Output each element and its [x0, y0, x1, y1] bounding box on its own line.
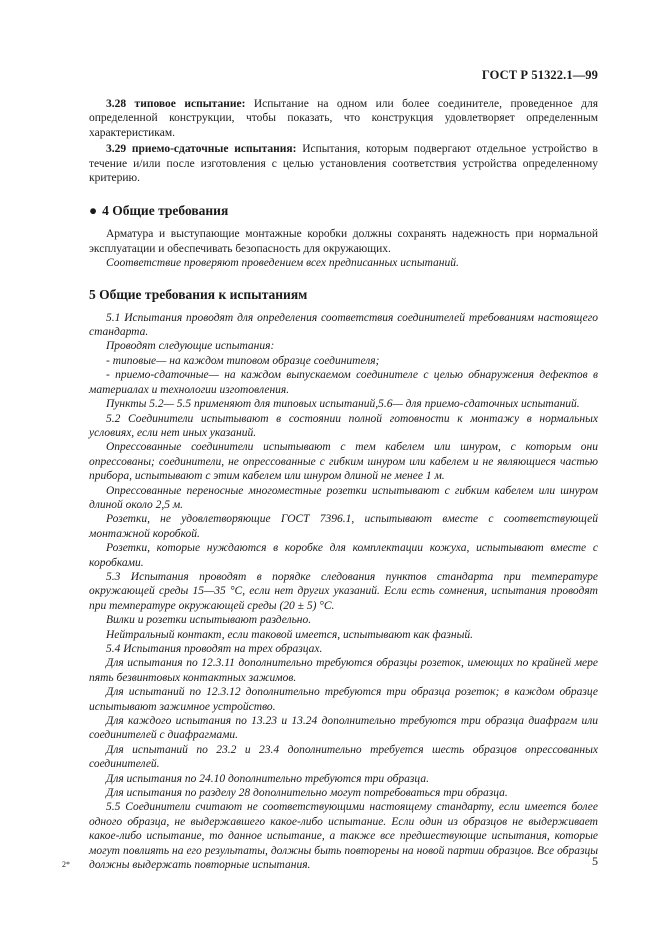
paragraph: Пункты 5.2— 5.5 применяют для типовых испытаний,5.6— для приемо-сдаточных испытаний.	[106, 398, 580, 411]
definition-text: Испытания, которым подвергают отдельное устройство в течение и/или после изготовления с целью установления соответствия устройства определенному критерию.	[89, 143, 598, 185]
paragraph: 5.5 Соединители считают не соответствующими настоящему стандарту, если имеется более одного образца, не выдержавшего какое-либо испытание. Если один из образцов не выдерживает какое-либо испытание, то данное испытание, а также все предшествующие испытания, которые могут повлиять на его результаты, должны быть повторены на новой партии образцов. Все образцы должны выдержать повторные испытания.	[89, 801, 598, 872]
paragraph: Нейтральный контакт, если таковой имеется, испытывают как фазный.	[106, 628, 473, 641]
paragraph: Для испытания по 24.10 дополнительно требуются три образца.	[106, 772, 429, 785]
paragraph-compliance: Соответствие проверяют проведением всех предписанных испытаний.	[106, 257, 459, 270]
paragraph: 5.2 Соединители испытывают в состоянии полной готовности к монтажу в нормальных условиях, если нет иных указаний.	[89, 412, 598, 439]
standard-code-header: ГОСТ Р 51322.1—99	[481, 68, 598, 82]
paragraph: Проводят следующие испытания:	[106, 340, 275, 353]
paragraph: Для испытания по разделу 28 дополнительно могут потребоваться три образца.	[106, 787, 508, 800]
page-number: 5	[592, 854, 598, 868]
section-4-heading	[89, 203, 598, 219]
definition-term: 3.28 типовое испытание:	[106, 98, 246, 110]
paragraph: Для испытаний по 23.2 и 23.4 дополнительно требуется шесть образцов опрессованных соединителей.	[89, 743, 598, 771]
paragraph: Вилки и розетки испытывают раздельно.	[106, 614, 312, 627]
section-4-title: 4 Общие требования	[102, 203, 229, 219]
paragraph: 5.1 Испытания проводят для определения соответствия соединителей требованиям настоящего стандарта.	[89, 311, 598, 339]
definition-3-29	[89, 142, 598, 185]
paragraph: Розетки, которые нуждаются в коробке для комплектации кожуха, испытывают вместе с коробками.	[89, 542, 598, 569]
paragraph: 5.3 Испытания проводят в порядке следования пунктов стандарта при температуре окружающей среды 15—35 °С, если нет других указаний. Если есть сомнения, испытания проводят при температуре окружающей среды (20 ± 5) °С.	[89, 570, 598, 612]
definition-3-28	[89, 97, 598, 140]
paragraph: - типовые— на каждом типовом образце соединителя;	[106, 354, 380, 367]
section-5-body	[89, 311, 598, 873]
definition-text: Испытание на одном или более соединителе, проведенное для определенной конструкции, чтобы показать, что конструкция удовлетворяет определенным характеристикам.	[89, 98, 598, 139]
definition-term: 3.29 приемо-сдаточные испытания:	[106, 143, 297, 156]
paragraph: Опрессованные соединители испытывают с тем кабелем или шнуром, с которым они опрессованы; соединители, не опрессованные с гибким шнуром или кабелем и не являющиеся частью прибора, испытывают с этим кабелем или шнуром длиной не менее 1 м.	[89, 441, 598, 483]
paragraph: - приемо-сдаточные— на каждом выпускаемом соединителе с целью обнаружения дефектов в материалах и технологии изготовления.	[89, 369, 598, 396]
paragraph: Арматура и выступающие монтажные коробки должны сохранять надежность при нормальной эксплуатации и обеспечивать безопасность для окружающих.	[89, 228, 598, 255]
bullet-icon: ●	[89, 203, 98, 219]
signature-mark: 2*	[62, 860, 70, 869]
paragraph: Опрессованные переносные многоместные розетки испытывают с гибким кабелем или шнуром длиной около 2,5 м.	[89, 484, 598, 511]
paragraph: Для каждого испытания по 13.23 и 13.24 дополнительно требуются три образца диафрагм или соединителей с диафрагмами.	[89, 715, 598, 742]
paragraph: 5.4 Испытания проводят на трех образцах.	[106, 643, 323, 655]
paragraph: Для испытаний по 12.3.12 дополнительно требуются три образца розеток; в каждом образце испытывают зажимное устройство.	[89, 686, 598, 713]
page-content	[89, 97, 598, 873]
paragraph: Розетки, не удовлетворяющие ГОСТ 7396.1, испытывают вместе с соответствующей монтажной коробкой.	[89, 513, 598, 540]
section-5-heading: 5 Общие требования к испытаниям	[89, 286, 308, 302]
paragraph: Для испытания по 12.3.11 дополнительно требуются образцы розеток, имеющих по крайней мере пять безвинтовых контактных зажимов.	[89, 657, 598, 684]
